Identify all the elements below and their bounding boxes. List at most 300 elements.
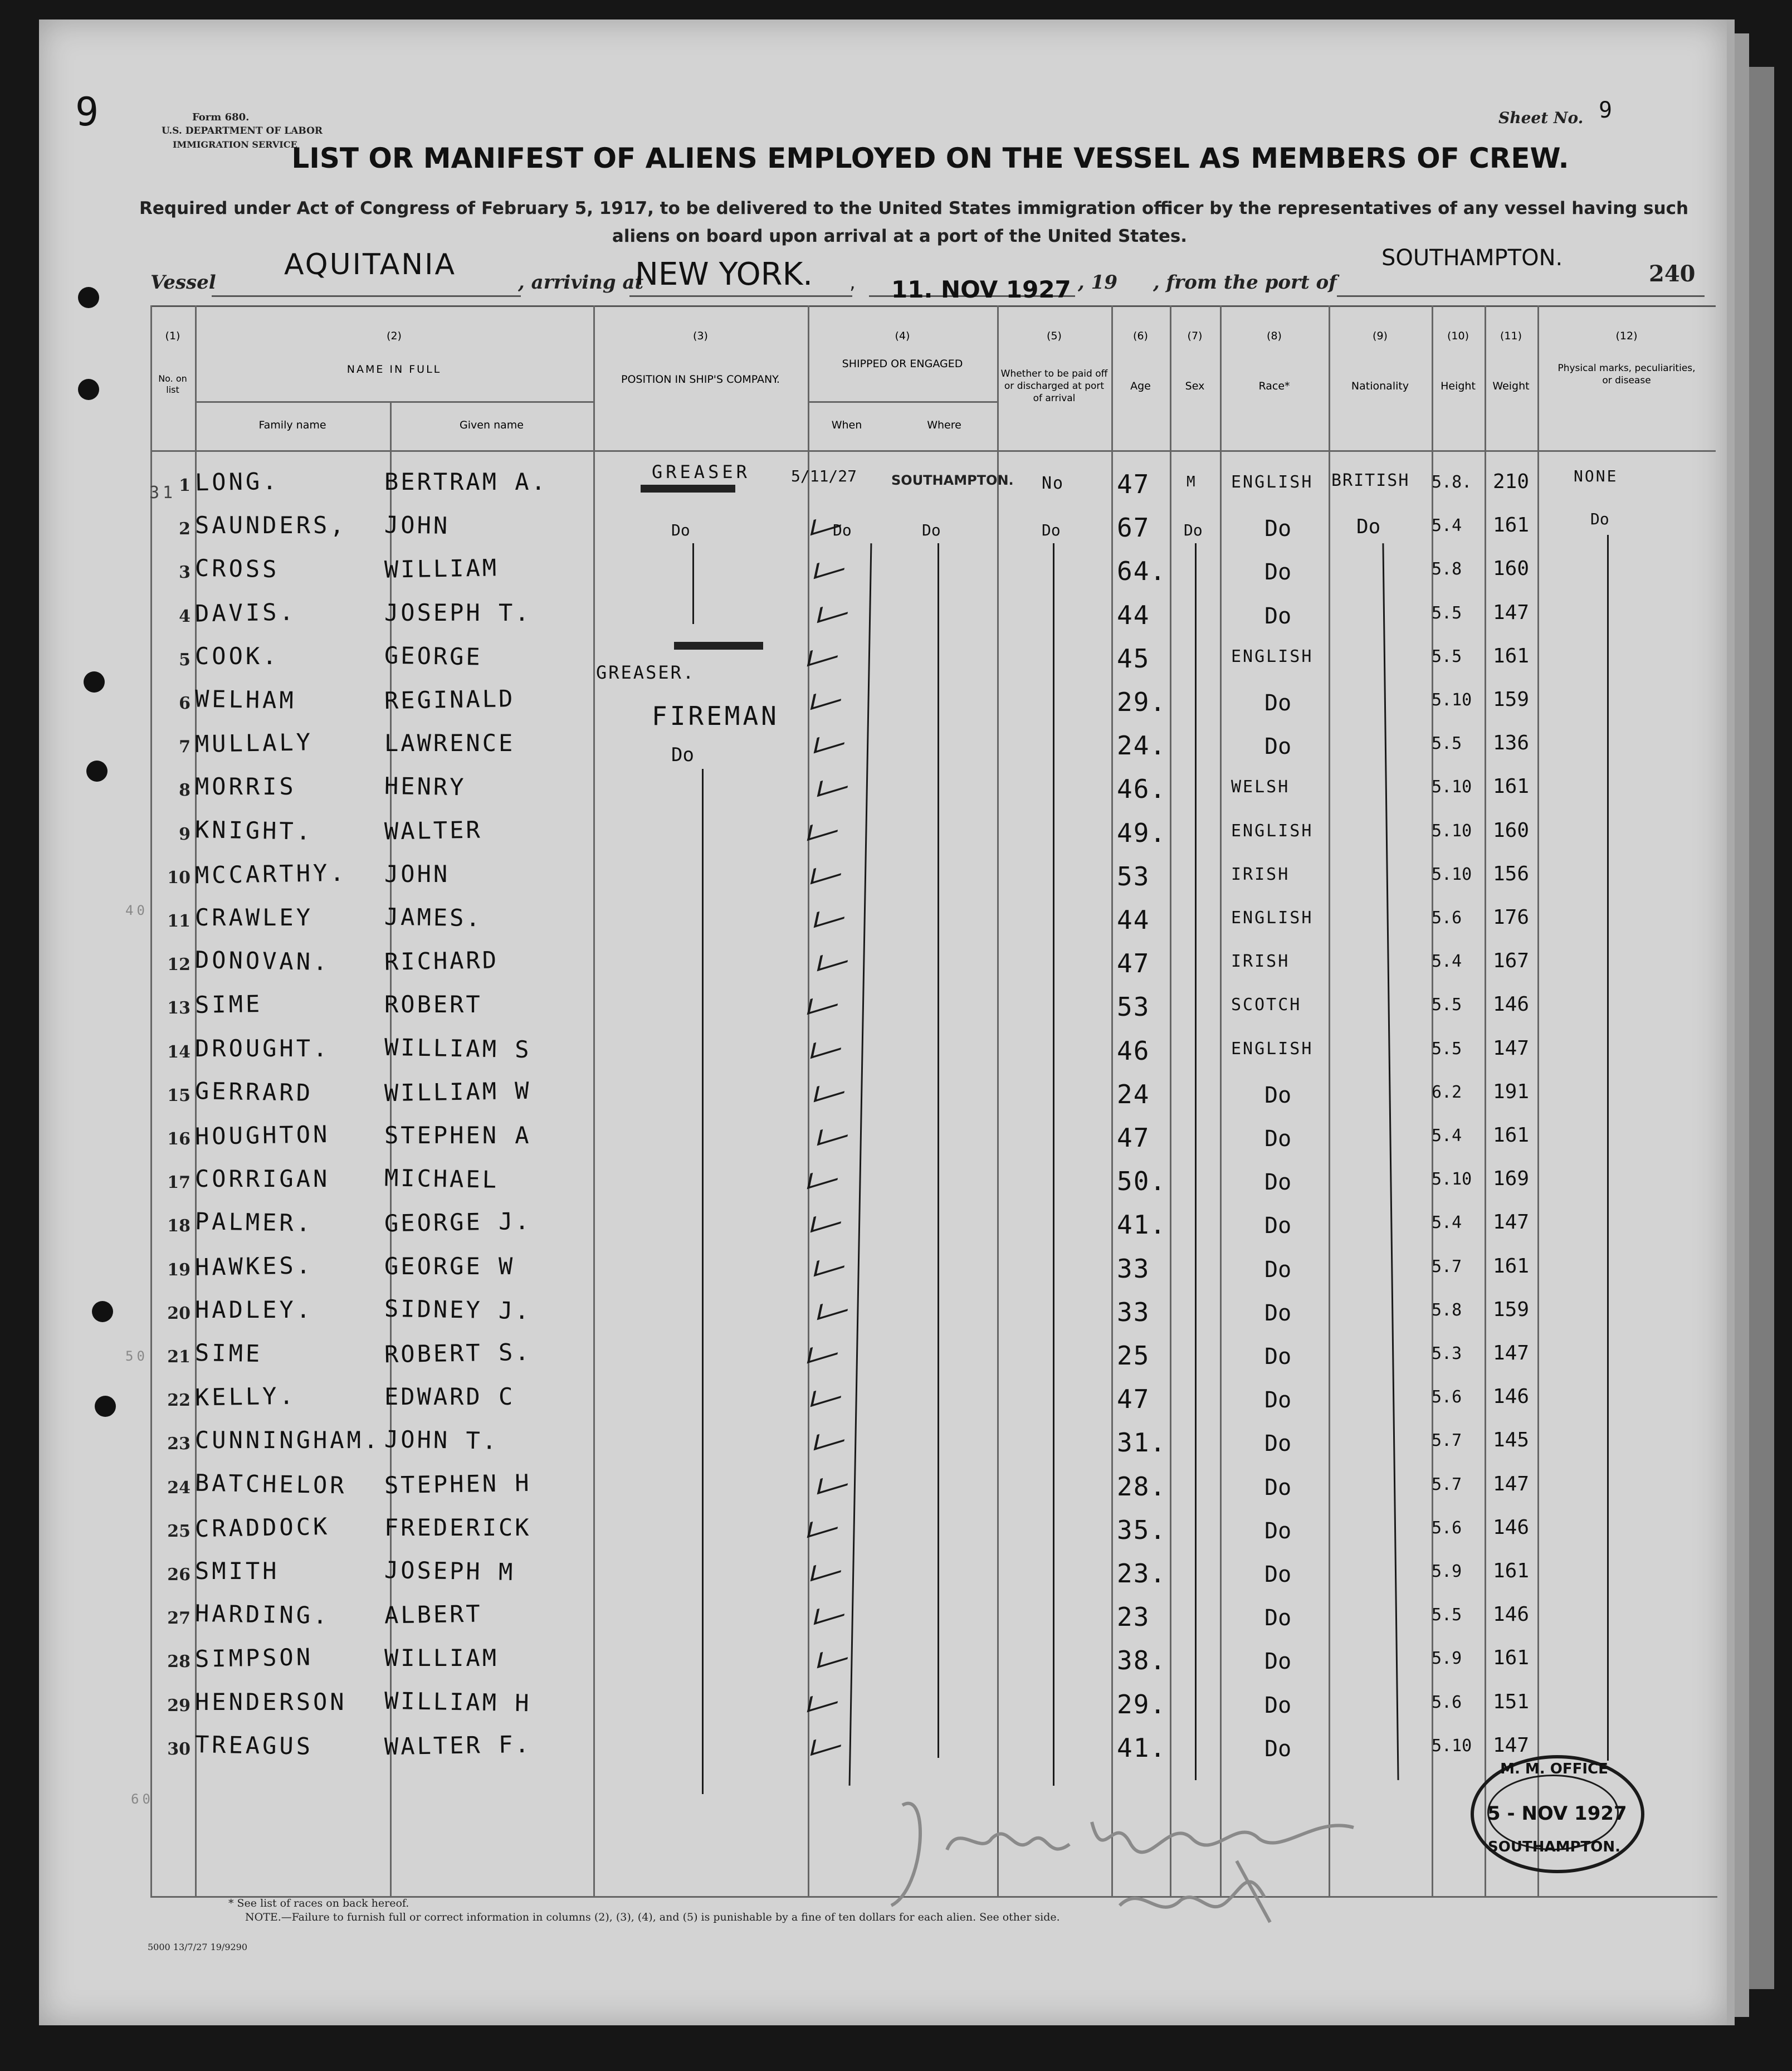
family-name: WELHAM xyxy=(194,685,297,714)
col9-number: (9) xyxy=(1373,330,1388,342)
stamp-bottom-text: SOUTHAMPTON. xyxy=(1488,1839,1620,1855)
age: 29. xyxy=(1117,1689,1167,1719)
weight: 161 xyxy=(1493,645,1530,667)
height: 5.10 xyxy=(1432,821,1472,841)
weight: 159 xyxy=(1493,1298,1530,1321)
col8-label: Race* xyxy=(1258,380,1290,392)
family-name: HAWKES. xyxy=(194,1251,314,1281)
family-name: SAUNDERS, xyxy=(195,511,347,539)
race: ENGLISH xyxy=(1231,1039,1314,1059)
col10-number: (10) xyxy=(1447,330,1469,342)
from-port-label: , from the port of xyxy=(1153,271,1337,294)
weight: 156 xyxy=(1493,862,1530,885)
given-name: JOSEPH T. xyxy=(384,599,531,626)
stamp-top-text: M. M. OFFICE xyxy=(1500,1761,1608,1777)
row-number: 7 xyxy=(179,737,191,757)
family-name: CROSS xyxy=(194,554,280,583)
col2-family-label: Family name xyxy=(258,419,326,431)
col12-label: Physical marks, peculiarities, or disease xyxy=(1557,363,1696,386)
given-name: WALTER xyxy=(384,816,483,845)
given-name: GEORGE J. xyxy=(384,1207,531,1237)
row1-shipped-where: SOUTHAMPTON. xyxy=(891,472,1014,488)
row5-position: GREASER. xyxy=(596,662,696,683)
age: 47 xyxy=(1117,1123,1150,1153)
age: 44 xyxy=(1117,905,1150,935)
given-name: WALTER F. xyxy=(384,1730,531,1761)
given-name: FREDERICK xyxy=(384,1514,531,1541)
punch-hole xyxy=(95,1396,116,1417)
age: 49. xyxy=(1117,818,1167,848)
race: Do xyxy=(1264,1693,1292,1718)
age: 33 xyxy=(1117,1297,1150,1327)
col10-label: Height xyxy=(1441,380,1476,392)
weight: 167 xyxy=(1493,949,1530,972)
age: 41. xyxy=(1117,1210,1167,1240)
punch-hole xyxy=(84,671,105,693)
age: 23 xyxy=(1117,1602,1150,1632)
race: Do xyxy=(1264,1213,1292,1239)
row-number: 12 xyxy=(167,955,191,974)
row7-position: Do xyxy=(671,744,694,766)
department: U.S. DEPARTMENT OF LABOR xyxy=(162,125,323,137)
weight: 147 xyxy=(1493,1037,1530,1060)
family-name: COOK. xyxy=(195,642,280,670)
family-name: DROUGHT. xyxy=(195,1035,330,1062)
row-number: 30 xyxy=(167,1739,191,1759)
row-number: 1 xyxy=(179,476,191,495)
page-title: LIST OR MANIFEST OF ALIENS EMPLOYED ON THE VESSEL AS MEMBERS OF CREW. xyxy=(291,142,1569,174)
ditto-marks: Do xyxy=(1590,510,1609,528)
given-name: REGINALD xyxy=(384,684,515,715)
col5-label: Whether to be paid off or discharged at port of arrival xyxy=(1000,368,1108,404)
height: 5.4 xyxy=(1432,1213,1462,1232)
ditto-line xyxy=(692,543,694,624)
age: 35. xyxy=(1117,1515,1167,1545)
col7-number: (7) xyxy=(1187,330,1203,342)
family-name: SIME xyxy=(194,990,263,1019)
corner-mark: 9 xyxy=(75,89,102,135)
col11-number: (11) xyxy=(1500,330,1522,342)
row1-paid-off: No xyxy=(1042,474,1065,493)
ditto-paid-off: Do xyxy=(1042,521,1061,539)
underlying-page-edge xyxy=(1749,67,1774,1989)
given-name: SIDNEY J. xyxy=(384,1294,531,1325)
race: Do xyxy=(1264,690,1292,716)
departure-port: SOUTHAMPTON. xyxy=(1381,245,1563,271)
subtitle-line1: Required under Act of Congress of February 5, 1917, to be delivered to the United States immigration officer by the representatives of any vessel having such xyxy=(139,198,1689,218)
given-name: HENRY xyxy=(384,772,466,801)
col-divider xyxy=(1537,305,1539,1896)
weight: 161 xyxy=(1493,1124,1530,1147)
age: 53 xyxy=(1117,861,1150,891)
age: 46 xyxy=(1117,1036,1150,1066)
col1-label: No. on list xyxy=(158,373,187,395)
age: 45 xyxy=(1117,644,1150,674)
weight: 161 xyxy=(1493,1560,1530,1582)
height: 5.6 xyxy=(1432,1387,1462,1407)
row-number: 10 xyxy=(167,868,191,888)
given-name: EDWARD C xyxy=(384,1383,515,1410)
col11-label: Weight xyxy=(1492,380,1530,392)
ditto-line xyxy=(702,769,704,1794)
race: Do xyxy=(1264,516,1292,542)
age: 44 xyxy=(1117,600,1150,630)
punch-hole xyxy=(78,379,99,400)
weight: 160 xyxy=(1493,819,1530,842)
height: 5.10 xyxy=(1432,1736,1472,1756)
age: 28. xyxy=(1117,1471,1167,1502)
given-name: WILLIAM S xyxy=(384,1033,531,1064)
weight: 160 xyxy=(1493,557,1530,580)
col2-given-label: Given name xyxy=(460,419,524,431)
family-name: PALMER. xyxy=(194,1207,314,1237)
col4-where-label: Where xyxy=(927,419,961,431)
col-divider xyxy=(1111,305,1113,1896)
col2-label: NAME IN FULL xyxy=(346,363,442,376)
family-name: BATCHELOR xyxy=(194,1469,347,1499)
race: Do xyxy=(1264,603,1292,629)
race: Do xyxy=(1264,1431,1292,1456)
col4-number: (4) xyxy=(895,330,910,342)
row1-position: GREASER xyxy=(652,461,750,483)
age: 46. xyxy=(1117,774,1167,804)
race: Do xyxy=(1264,1126,1292,1152)
ditto-nationality: Do xyxy=(1356,515,1381,538)
height: 5.7 xyxy=(1432,1431,1462,1450)
height: 5.4 xyxy=(1432,1126,1462,1146)
race: ENGLISH xyxy=(1231,908,1314,928)
height: 5.10 xyxy=(1432,777,1472,797)
age: 41. xyxy=(1117,1733,1167,1763)
height: 5.4 xyxy=(1432,516,1462,535)
row-number: 16 xyxy=(167,1129,191,1149)
height: 5.5 xyxy=(1432,1039,1462,1059)
ditto-line xyxy=(1053,543,1054,1786)
row-number: 3 xyxy=(179,563,191,582)
race: ENGLISH xyxy=(1231,647,1314,666)
weight: 176 xyxy=(1493,906,1530,929)
race: Do xyxy=(1264,1518,1292,1544)
row-number: 14 xyxy=(167,1042,191,1062)
col2-number: (2) xyxy=(387,330,402,342)
age: 38. xyxy=(1117,1645,1167,1675)
height: 5.5 xyxy=(1432,603,1462,623)
age: 67 xyxy=(1117,513,1150,543)
family-name: CORRIGAN xyxy=(195,1165,330,1192)
age: 50. xyxy=(1117,1166,1167,1196)
year-label: , 19 xyxy=(1078,271,1117,294)
race: IRISH xyxy=(1231,865,1290,884)
family-name: CRADDOCK xyxy=(194,1512,330,1543)
arriving-label: , arriving at xyxy=(518,271,644,294)
family-name: SIMPSON xyxy=(194,1643,314,1673)
age: 25 xyxy=(1117,1341,1150,1371)
race: Do xyxy=(1264,1736,1292,1762)
given-name: WILLIAM xyxy=(384,554,499,583)
row1-marks: NONE xyxy=(1574,467,1618,485)
age: 23. xyxy=(1117,1558,1167,1588)
race: IRISH xyxy=(1231,952,1290,971)
family-name: SMITH xyxy=(195,1557,280,1585)
ditto-line xyxy=(1607,535,1609,1761)
arrival-date: 11. NOV 1927 xyxy=(891,276,1071,303)
family-name: MULLALY xyxy=(194,728,314,758)
col-divider xyxy=(1485,305,1486,1896)
margin-number: 50 xyxy=(125,1348,148,1364)
race: Do xyxy=(1264,1300,1292,1326)
height: 5.10 xyxy=(1432,865,1472,884)
height: 5.9 xyxy=(1432,1649,1462,1668)
age: 33 xyxy=(1117,1254,1150,1284)
given-name: STEPHEN A xyxy=(384,1122,531,1149)
form-number: Form 680. xyxy=(192,111,250,123)
weight: 161 xyxy=(1493,775,1530,798)
col-divider xyxy=(1329,305,1330,1896)
col-divider xyxy=(808,305,809,1896)
race: ENGLISH xyxy=(1231,472,1314,492)
weight: 210 xyxy=(1493,470,1530,493)
weight: 151 xyxy=(1493,1690,1530,1713)
height: 5.3 xyxy=(1432,1344,1462,1363)
family-name: HOUGHTON xyxy=(194,1120,330,1151)
row-number: 25 xyxy=(167,1522,191,1541)
given-name: MICHAEL xyxy=(384,1164,499,1193)
col4-label: SHIPPED OR ENGAGED xyxy=(842,358,963,370)
family-name: MCCARTHY. xyxy=(194,859,347,889)
row-number: 29 xyxy=(167,1696,191,1716)
row6-position: FIREMAN xyxy=(652,701,779,731)
height: 5.4 xyxy=(1432,952,1462,971)
weight: 146 xyxy=(1493,993,1530,1016)
ditto-position: Do xyxy=(671,521,690,539)
given-name: JOHN T. xyxy=(384,1425,499,1455)
col1-number: (1) xyxy=(165,330,180,342)
weight: 146 xyxy=(1493,1385,1530,1408)
race: SCOTCH xyxy=(1231,995,1302,1015)
race: Do xyxy=(1264,1475,1292,1500)
family-name: DONOVAN. xyxy=(194,946,330,976)
row-number: 21 xyxy=(167,1347,191,1367)
header-bottom-line xyxy=(150,450,1716,452)
height: 5.10 xyxy=(1432,1169,1472,1189)
col5-number: (5) xyxy=(1047,330,1062,342)
given-name: ROBERT S. xyxy=(384,1338,531,1368)
row1-sex: M xyxy=(1186,474,1199,490)
age: 24 xyxy=(1117,1079,1150,1109)
age: 53 xyxy=(1117,992,1150,1022)
race: WELSH xyxy=(1231,777,1290,797)
row-number: 11 xyxy=(167,912,191,931)
age: 31. xyxy=(1117,1427,1167,1458)
race: Do xyxy=(1264,1344,1292,1370)
family-name: MORRIS xyxy=(195,773,296,800)
row-number: 5 xyxy=(179,650,191,670)
height: 5.8. xyxy=(1432,472,1472,492)
given-name: JAMES. xyxy=(384,903,483,932)
col4-when-label: When xyxy=(831,419,862,431)
age: 29. xyxy=(1117,687,1167,717)
row-number: 9 xyxy=(179,825,191,844)
race: Do xyxy=(1264,559,1292,585)
given-name: STEPHEN H xyxy=(384,1469,531,1499)
ditto-where: Do xyxy=(922,521,941,539)
family-name: KNIGHT. xyxy=(194,816,314,845)
col3-number: (3) xyxy=(693,330,708,342)
punch-hole xyxy=(86,761,108,782)
family-name: SIME xyxy=(194,1338,263,1368)
weight: 147 xyxy=(1493,1211,1530,1234)
row-number: 13 xyxy=(167,998,191,1018)
height: 5.10 xyxy=(1432,690,1472,710)
footnote-penalty: NOTE.—Failure to furnish full or correct information in columns (2), (3), (4), and (5) is punishable by a fine of ten dollars for each alien. See other side. xyxy=(245,1911,1060,1923)
height: 5.6 xyxy=(1432,1693,1462,1712)
row-number: 17 xyxy=(167,1173,191,1192)
height: 5.7 xyxy=(1432,1257,1462,1276)
weight: 161 xyxy=(1493,514,1530,537)
vessel-underline xyxy=(212,295,521,297)
given-name: JOHN xyxy=(384,510,450,540)
given-name: WILLIAM W xyxy=(384,1076,531,1107)
row1-nationality: BRITISH xyxy=(1331,471,1410,490)
height: 5.9 xyxy=(1432,1562,1462,1581)
row-number: 8 xyxy=(179,781,191,800)
race: Do xyxy=(1264,1649,1292,1674)
given-name: WILLIAM H xyxy=(384,1687,531,1717)
col-divider xyxy=(593,305,595,1896)
weight: 147 xyxy=(1493,1734,1530,1757)
given-name: ALBERT xyxy=(384,1600,483,1629)
height: 5.6 xyxy=(1432,908,1462,928)
race: Do xyxy=(1264,734,1292,759)
punch-hole xyxy=(78,287,99,308)
row-number: 27 xyxy=(167,1609,191,1628)
from-port-underline xyxy=(1337,295,1705,297)
col-divider xyxy=(997,305,999,1896)
weight: 147 xyxy=(1493,1342,1530,1365)
col12-number: (12) xyxy=(1615,330,1638,342)
age: 47 xyxy=(1117,948,1150,978)
given-name: BERTRAM A. xyxy=(384,468,548,495)
race: Do xyxy=(1264,1083,1292,1108)
weight: 147 xyxy=(1493,601,1530,624)
row-number: 6 xyxy=(179,694,191,713)
height: 5.8 xyxy=(1432,559,1462,579)
family-name: TREAGUS xyxy=(194,1731,314,1760)
row-number: 24 xyxy=(167,1478,191,1498)
family-name: KELLY. xyxy=(194,1382,297,1411)
height: 5.7 xyxy=(1432,1475,1462,1494)
given-name: JOHN xyxy=(384,860,450,888)
race: Do xyxy=(1264,1605,1292,1631)
family-name: LONG. xyxy=(194,467,280,496)
col3-label: POSITION IN SHIP'S COMPANY. xyxy=(621,373,780,386)
family-name: CRAWLEY xyxy=(195,904,314,931)
ditto-line xyxy=(1195,543,1197,1780)
given-name: ROBERT xyxy=(384,991,482,1018)
ditto-sex: Do xyxy=(1184,521,1203,539)
height: 6.2 xyxy=(1432,1083,1462,1102)
footnote-races: * See list of races on back hereof. xyxy=(228,1897,409,1909)
arriving-port: NEW YORK. xyxy=(635,256,813,293)
row-number: 23 xyxy=(167,1434,191,1454)
family-name: HARDING. xyxy=(194,1599,330,1630)
weight: 169 xyxy=(1493,1167,1530,1190)
height: 5.5 xyxy=(1432,1605,1462,1625)
row-number: 19 xyxy=(167,1260,191,1280)
col7-label: Sex xyxy=(1185,380,1205,392)
family-name: HADLEY. xyxy=(195,1296,314,1323)
family-name: GERRARD xyxy=(194,1077,314,1107)
page-count: 240 xyxy=(1649,261,1696,287)
weight: 161 xyxy=(1493,1255,1530,1278)
family-name: CUNNINGHAM. xyxy=(195,1426,381,1454)
age: 64. xyxy=(1117,556,1167,586)
col-divider xyxy=(1170,305,1171,1896)
height: 5.5 xyxy=(1432,995,1462,1015)
weight: 145 xyxy=(1493,1429,1530,1451)
vessel-label: Vessel xyxy=(150,271,216,294)
margin-number: 40 xyxy=(125,903,148,918)
given-name: JOSEPH M xyxy=(384,1556,515,1586)
height: 5.5 xyxy=(1432,647,1462,666)
weight: 146 xyxy=(1493,1603,1530,1626)
age: 47 xyxy=(1117,1384,1150,1414)
race: Do xyxy=(1264,1387,1292,1413)
weight: 136 xyxy=(1493,732,1530,754)
row-number: 26 xyxy=(167,1565,191,1585)
height: 5.5 xyxy=(1432,734,1462,753)
row-number: 18 xyxy=(167,1216,191,1236)
row-number: 2 xyxy=(179,519,191,539)
col-divider xyxy=(1220,305,1222,1896)
sheet-number: 9 xyxy=(1599,98,1616,123)
weight: 159 xyxy=(1493,688,1530,711)
race: Do xyxy=(1264,1562,1292,1587)
age: 24. xyxy=(1117,730,1167,761)
given-name: GEORGE xyxy=(384,641,483,671)
race: Do xyxy=(1264,1257,1292,1283)
margin-number: 31 xyxy=(149,483,177,503)
row1-position-strikeout xyxy=(641,485,735,493)
height: 5.6 xyxy=(1432,1518,1462,1538)
comma: , xyxy=(849,271,856,294)
ditto-when: Do xyxy=(833,521,852,539)
row-number: 4 xyxy=(179,607,191,626)
family-name: HENDERSON xyxy=(195,1688,347,1716)
height: 5.8 xyxy=(1432,1300,1462,1320)
stamp-date: 5 - NOV 1927 xyxy=(1487,1802,1627,1825)
row-number: 28 xyxy=(167,1652,191,1672)
row-number: 20 xyxy=(167,1304,191,1323)
age: 47 xyxy=(1117,469,1150,499)
margin-number: 60 xyxy=(131,1791,154,1807)
arriving-underline xyxy=(629,295,852,297)
given-name: RICHARD xyxy=(384,946,499,976)
subtitle-line2: aliens on board upon arrival at a port of the United States. xyxy=(612,226,1188,246)
vessel-name: AQUITANIA xyxy=(284,248,457,281)
race: ENGLISH xyxy=(1231,821,1314,841)
row-number: 15 xyxy=(167,1086,191,1105)
weight: 147 xyxy=(1493,1473,1530,1495)
weight: 146 xyxy=(1493,1516,1530,1539)
sheet-label: Sheet No. xyxy=(1498,109,1584,127)
race: Do xyxy=(1264,1169,1292,1195)
given-name: LAWRENCE xyxy=(384,729,515,757)
given-name: GEORGE W xyxy=(384,1253,515,1280)
col8-number: (8) xyxy=(1267,330,1282,342)
shipped-subheader-line xyxy=(808,401,997,403)
ditto-line xyxy=(937,543,939,1758)
